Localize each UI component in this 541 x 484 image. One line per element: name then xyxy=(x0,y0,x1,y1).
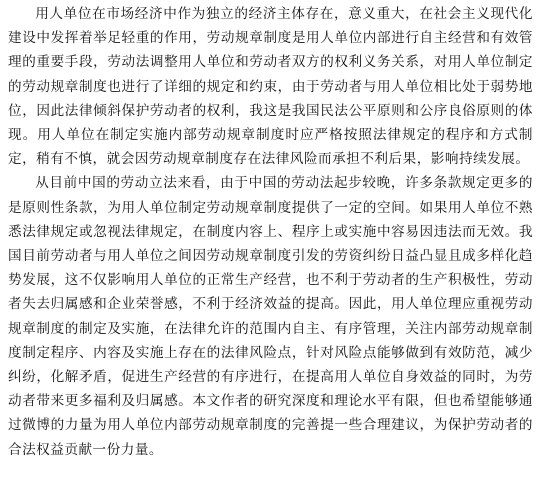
paragraph-2: 从目前中国的劳动立法来看，由于中国的劳动法起步较晚，许多条款规定更多的是原则性条款，为用人单位制定劳动规章制度提供了一定的空间。如果用人单位不熟悉法律规定或忽视法律规定，在制度内容上、程序上或实施中容易因违法而无效。我国目前劳动者与用人单位之间因劳动规章制度引发的劳资纠纷日益凸显且成多样化趋势发展，这不仅影响用人单位的正常生产经营，也不利于劳动者的生产积极性，劳动者失去归属感和企业荣誉感，不利于经济效益的提高。因此，用人单位理应重视劳动规章制度的制定及实施，在法律允许的范围内自主、有序管理，关注内部劳动规章制度制定程序、内容及实施上存在的法律风险点，针对风险点能够做到有效防范，减少纠纷，化解矛盾，促进生产经营的有序进行，在提高用人单位自身效益的同时，为劳动者带来更多福利及归属感。本文作者的研究深度和理论水平有限，但也希望能够通过微博的力量为用人单位内部劳动规章制度的完善提一些合理建议，为保护劳动者的合法权益贡献一份力量。 xyxy=(8,175,533,458)
paragraph-1: 用人单位在市场经济中作为独立的经济主体存在，意义重大，在社会主义现代化建设中发挥着举足轻重的作用，劳动规章制度是用人单位内部进行自主经营和有效管理的重要手段，劳动法调整用人单位和劳动者双方的权利义务关系，对用人单位制定的劳动规章制度也进行了详细的规定和约束，由于劳动者与用人单位相比处于弱势地位，因此法律倾斜保护劳动者的权利，我这是我国民法公平原则和公序良俗原则的体现。用人单位在制定实施内部劳动规章制度时应严格按照法律规定的程序和方式制定，稍有不慎，就会因劳动规章制度存在法律风险而承担不利后果，影响持续发展。 xyxy=(8,6,533,168)
